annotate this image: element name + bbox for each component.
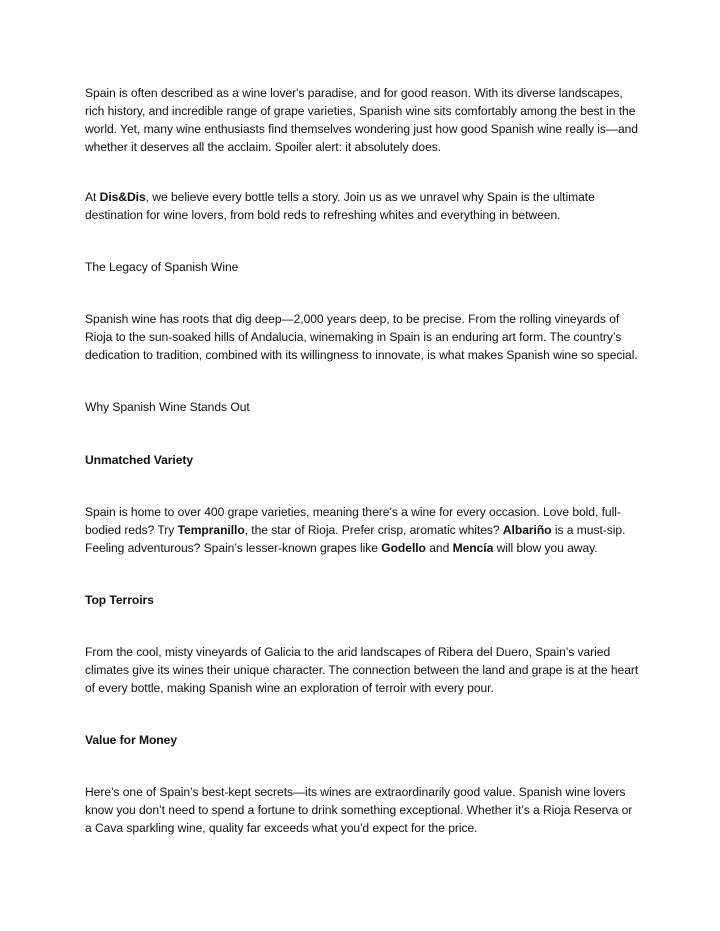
variety-text-1: Spain is home to over 400 grape varieties, meaning there’s a wine for every occasion. Love bold, full-bodied reds? Try bbox=[85, 505, 621, 537]
why-heading: Why Spanish Wine Stands Out bbox=[85, 400, 250, 414]
grape-mencia: Mencía bbox=[452, 541, 494, 555]
terroirs-paragraph: From the cool, misty vineyards of Galicia to the arid landscapes of Ribera del Duero, Spain’s varied climates give its wines their unique character. The connection between the land and grape is at the heart of every bottle, making Spanish wine an exploration of terroir with every pour. bbox=[85, 645, 639, 695]
legacy-heading: The Legacy of Spanish Wine bbox=[85, 260, 239, 274]
brand-paragraph bbox=[85, 188, 640, 224]
variety-text-5: will blow you away. bbox=[493, 541, 598, 555]
grape-godello: Godello bbox=[381, 541, 426, 555]
variety-heading: Unmatched Variety bbox=[85, 453, 194, 467]
variety-text-2: , the star of Rioja. Prefer crisp, aromatic whites? bbox=[244, 523, 503, 537]
value-heading: Value for Money bbox=[85, 733, 177, 747]
grape-albarino: Albariño bbox=[502, 523, 552, 537]
brand-text-a: At bbox=[85, 190, 100, 204]
grape-tempranillo: Tempranillo bbox=[177, 523, 245, 537]
variety-text-4: and bbox=[425, 541, 453, 555]
brand-text-b: , we believe every bottle tells a story. Join us as we unravel why Spain is the ultimate destination for wine lovers, from bold reds to refreshing whites and everything in between. bbox=[85, 190, 595, 222]
legacy-paragraph: Spanish wine has roots that dig deep—2,000 years deep, to be precise. From the rolling vineyards of Rioja to the sun-soaked hills of Andalucia, winemaking in Spain is an enduring art form. The country’s dedication to tradition, combined with its willingness to innovate, is what makes Spanish wine so special. bbox=[85, 312, 638, 362]
intro-paragraph: Spain is often described as a wine lover's paradise, and for good reason. With its diverse landscapes, rich history, and incredible range of grape varieties, Spanish wine sits comfortably among the best in the world. Yet, many wine enthusiasts find themselves wondering just how good Spanish wine really is—and whether it deserves all the acclaim. Spoiler alert: it absolutely does. bbox=[85, 86, 638, 154]
terroirs-heading: Top Terroirs bbox=[85, 593, 154, 607]
brand-name: Dis&Dis bbox=[99, 190, 146, 204]
variety-paragraph bbox=[85, 503, 640, 557]
value-paragraph: Here’s one of Spain’s best-kept secrets—its wines are extraordinarily good value. Spanish wine lovers know you don’t need to spend a fortune to drink something exceptional. Whether it’s a Rioja Reserva or a Cava sparkling wine, quality far exceeds what you'd expect for the price. bbox=[85, 785, 633, 835]
variety-text-3: is a must-sip. Feeling adventurous? Spain’s lesser-known grapes like bbox=[85, 523, 626, 555]
